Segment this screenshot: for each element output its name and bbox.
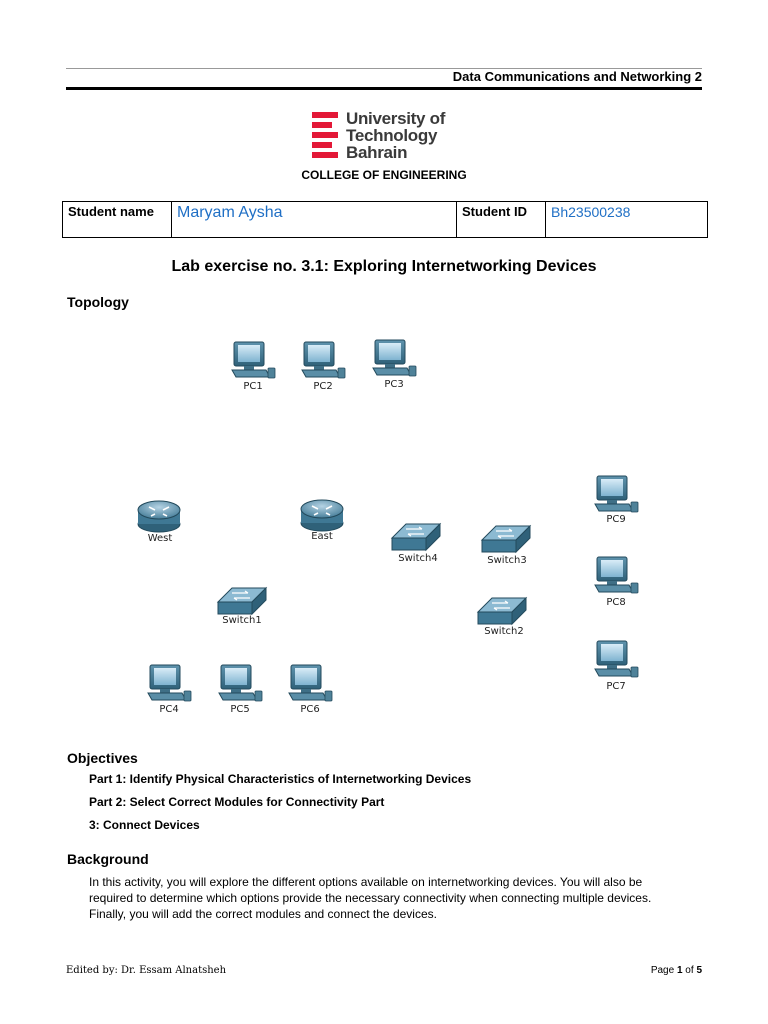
footer-editor: Edited by: Dr. Essam Alnatsheh <box>66 965 227 976</box>
pc6-label: PC6 <box>300 704 320 715</box>
student-name-label: Student name <box>63 202 172 238</box>
page-prefix: Page <box>650 965 677 976</box>
page-current: 1 <box>676 965 683 976</box>
router-east-label: East <box>311 531 333 542</box>
switch1-icon[interactable] <box>218 588 266 614</box>
pc2-icon[interactable] <box>302 342 345 378</box>
pc9-label: PC9 <box>606 514 626 525</box>
background-line: required to determine which options provide the necessary connectivity when connecting multiple devices. <box>89 891 652 905</box>
student-id-field[interactable]: Bh23500238 <box>546 202 708 238</box>
logo-line-1: University of <box>346 109 446 128</box>
university-logo <box>312 110 472 162</box>
pc2-label: PC2 <box>313 381 333 392</box>
router-west-icon[interactable] <box>138 501 180 532</box>
router-east-icon[interactable] <box>301 500 343 531</box>
pc4-label: PC4 <box>159 704 179 715</box>
pc6-icon[interactable] <box>289 665 332 701</box>
lab-title: Lab exercise no. 3.1: Exploring Internetworking Devices <box>171 258 597 275</box>
pc3-label: PC3 <box>384 379 404 390</box>
student-name-field[interactable]: Maryam Aysha <box>172 202 457 238</box>
pc9-icon[interactable] <box>595 476 638 512</box>
pc5-label: PC5 <box>230 704 250 715</box>
pc8-label: PC8 <box>606 597 626 608</box>
switch4-icon[interactable] <box>392 524 440 550</box>
switch3-label: Switch3 <box>487 555 527 566</box>
header-rule-thick <box>66 87 702 90</box>
background-paragraph <box>89 874 709 922</box>
pc4-icon[interactable] <box>148 665 191 701</box>
college-name: COLLEGE OF ENGINEERING <box>301 168 467 182</box>
topology-heading: Topology <box>67 294 129 310</box>
switch2-icon[interactable] <box>478 598 526 624</box>
background-line: Finally, you will add the correct modules and connect the devices. <box>89 907 437 921</box>
logo-line-2: Technology <box>346 126 438 145</box>
pc3-icon[interactable] <box>373 340 416 376</box>
objective-item: 3: Connect Devices <box>89 818 200 832</box>
switch3-icon[interactable] <box>482 526 530 552</box>
student-info-table <box>62 201 708 238</box>
pc7-label: PC7 <box>606 681 626 692</box>
student-id-label: Student ID <box>457 202 546 238</box>
pc7-icon[interactable] <box>595 641 638 677</box>
page-of: of <box>682 965 697 976</box>
switch2-label: Switch2 <box>484 626 524 637</box>
logo-line-3: Bahrain <box>346 143 408 162</box>
page-total: 5 <box>696 965 702 976</box>
objectives-heading: Objectives <box>67 750 138 766</box>
router-west-label: West <box>147 533 173 544</box>
pc8-icon[interactable] <box>595 557 638 593</box>
switch4-label: Switch4 <box>398 553 438 564</box>
background-heading: Background <box>67 851 149 867</box>
course-title: Data Communications and Networking 2 <box>452 69 702 84</box>
pc1-label: PC1 <box>243 381 263 392</box>
background-line: In this activity, you will explore the different options available on internetworking devices. You will also be <box>89 875 643 889</box>
pc5-icon[interactable] <box>219 665 262 701</box>
switch1-label: Switch1 <box>222 615 262 626</box>
page-number <box>600 965 702 976</box>
objective-item: Part 2: Select Correct Modules for Connectivity Part <box>89 795 385 809</box>
pc1-icon[interactable] <box>232 342 275 378</box>
objective-item: Part 1: Identify Physical Characteristics of Internetworking Devices <box>89 772 472 786</box>
